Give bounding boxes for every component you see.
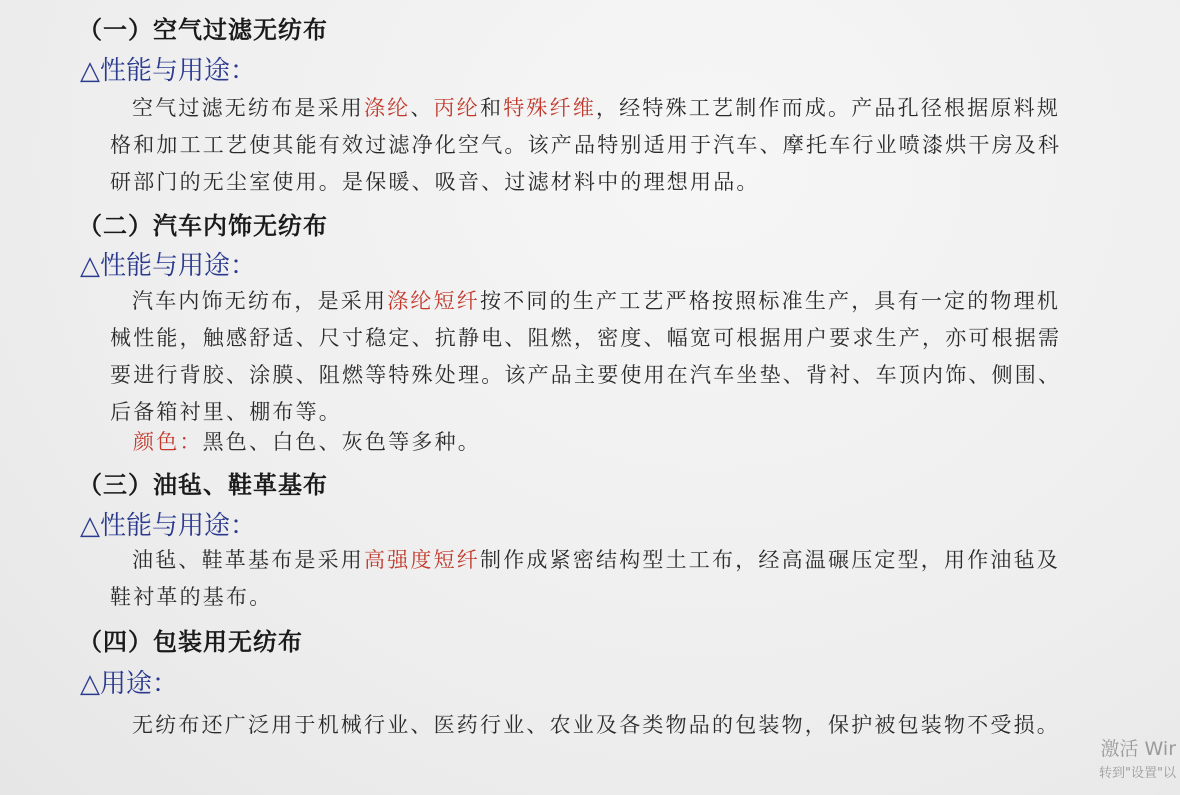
text-run: 、 bbox=[410, 96, 434, 120]
section-2-paragraph bbox=[110, 283, 1080, 431]
section-2-color-line bbox=[133, 426, 481, 456]
text-run: 油毡、鞋革基布是采用 bbox=[132, 548, 364, 572]
section-1-paragraph bbox=[110, 90, 1080, 201]
activation-watermark-line1: 激活 Wir bbox=[1100, 738, 1176, 760]
section-2-title: （二）汽车内饰无纺布 bbox=[78, 212, 328, 240]
highlight-term: 丙纶 bbox=[433, 96, 481, 120]
text-run: ，经特殊工艺制作而成。产品孔径根据原料规格和加工工艺使其能有效过滤净化空气。该产品特别适用于汽车、摩托车行业喷漆烘干房及科研部门的无尘室使用。是保暖、吸音、过滤材料中的理想用品。 bbox=[110, 96, 1062, 194]
text-run: 空气过滤无纺布是采用 bbox=[132, 96, 364, 120]
text-run: 无纺布还广泛用于机械行业、医药行业、农业及各类物品的包装物，保护被包装物不受损。 bbox=[132, 713, 1060, 737]
activation-watermark-line2: 转到"设置"以 bbox=[1099, 766, 1176, 781]
highlight-term: 涤纶 bbox=[364, 96, 411, 120]
color-label: 颜色： bbox=[133, 430, 203, 454]
highlight-term: 高强度短纤 bbox=[364, 548, 480, 572]
highlight-term: 特殊纤维 bbox=[503, 96, 597, 120]
section-2-subtitle: △性能与用途： bbox=[80, 251, 256, 281]
section-3-title: （三）油毡、鞋革基布 bbox=[78, 471, 328, 499]
highlight-term: 涤纶短纤 bbox=[387, 289, 481, 313]
text-run: 按不同的生产工艺严格按照标准生产，具有一定的物理机械性能，触感舒适、尺寸稳定、抗静电、阻燃，密度、幅宽可根据用户要求生产，亦可根据需要进行背胶、涂膜、阻燃等特殊处理。该产品主要使用在汽车坐垫、背衬、车顶内饰、侧围、后备箱衬里、棚布等。 bbox=[110, 289, 1062, 424]
section-1-subtitle: △性能与用途： bbox=[80, 56, 256, 86]
section-1-title: （一）空气过滤无纺布 bbox=[78, 16, 328, 44]
text-run: 和 bbox=[480, 96, 504, 120]
text-run: 汽车内饰无纺布，是采用 bbox=[132, 289, 388, 313]
section-4-title: （四）包装用无纺布 bbox=[78, 628, 303, 656]
section-4-paragraph bbox=[110, 707, 1080, 744]
text-run: 制作成紧密结构型土工布，经高温碾压定型，用作油毡及鞋衬革的基布。 bbox=[110, 548, 1060, 609]
color-value: 黑色、白色、灰色等多种。 bbox=[202, 430, 482, 454]
section-3-paragraph bbox=[110, 542, 1080, 616]
section-4-subtitle: △用途： bbox=[80, 669, 178, 699]
section-3-subtitle: △性能与用途： bbox=[80, 511, 256, 541]
